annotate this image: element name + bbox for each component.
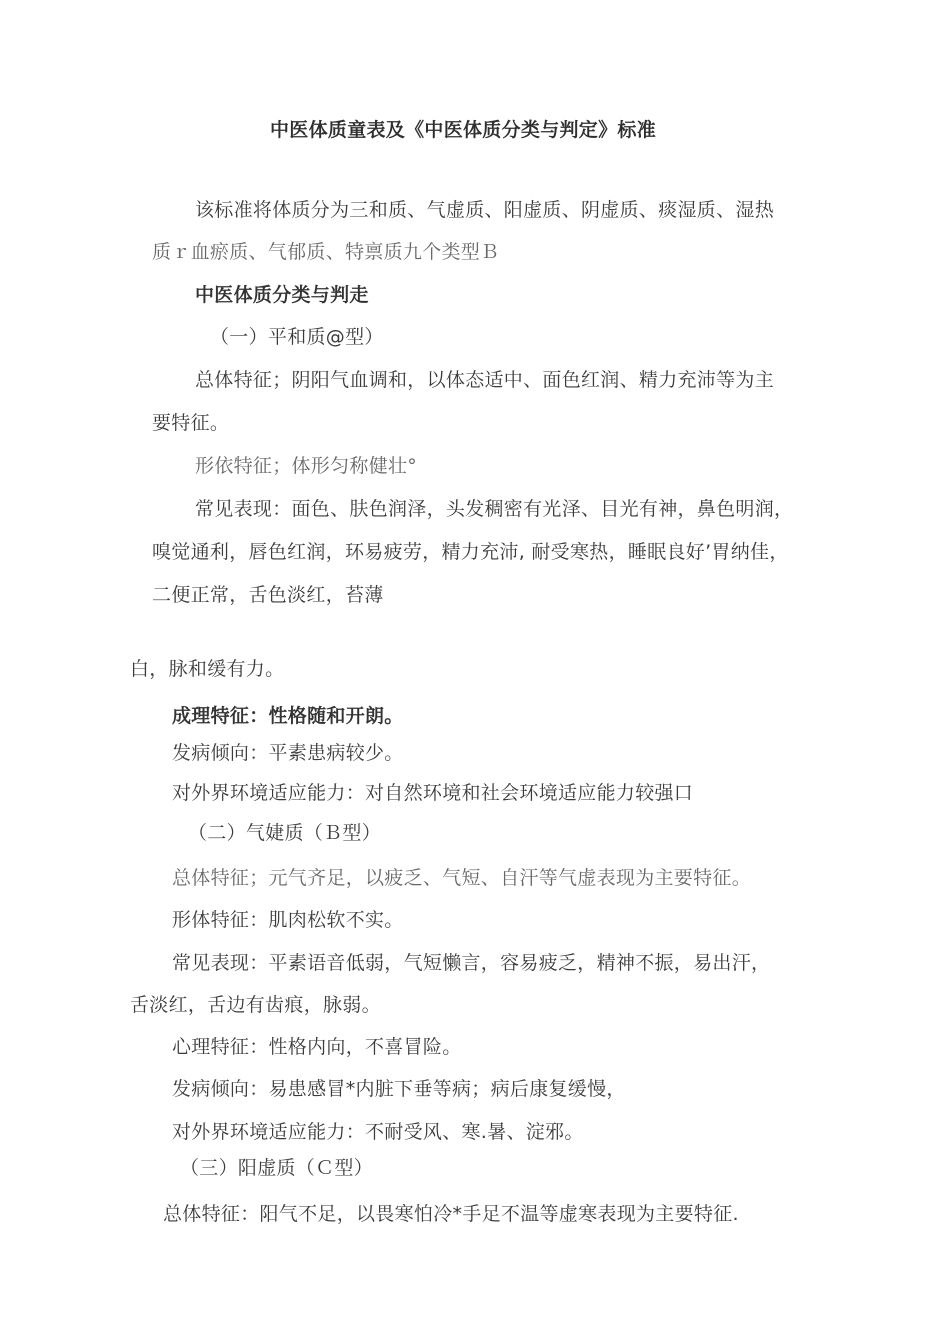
type-b-common-line-2: 舌淡红，舌边有齿痕，脉弱。 [130, 994, 381, 1016]
type-b-disease: 发病倾向：易患感冒*内脏下垂等病；病后康复缓慢， [172, 1078, 626, 1100]
type-c-overall: 总体特征：阳气不足，以畏寒怕冷*手足不温等虚寒表现为主要特征. [163, 1203, 739, 1225]
type-b-overall: 总体特征；元气齐足，以疲乏、气短、自汗等气虚表现为主要特征。 [172, 867, 752, 889]
type-b-adapt: 对外界环境适应能力：不耐受风、寒.暑、淀邪。 [172, 1121, 584, 1143]
type-a-common-line-3: 二便正常，舌色淡红，苔薄 [152, 584, 384, 606]
type-a-overall-line-1: 总体特征；阴阳气血调和，以体态适中、面色红润、精力充沛等为主 [195, 369, 775, 391]
type-a-disease: 发病倾向：平素患病较少。 [172, 742, 404, 764]
type-a-common-line-4: 白，脉和缓有力。 [130, 658, 285, 680]
type-b-common-line-1: 常见表现：平素语音低弱，气短懒言，容易疲乏，精神不振，易出汗， [172, 952, 771, 974]
type-a-shape: 形依特征；体形匀称健壮° [195, 455, 418, 477]
type-a-common-line-1: 常见表现：面色、肤色润泽，头发稠密有光泽、目光有神，鼻色明润， [195, 498, 794, 520]
type-c-heading: （三）阳虚质（Ｃ型） [180, 1157, 374, 1179]
type-a-psych: 成理特征：性格随和开朗。 [172, 705, 404, 727]
type-a-adapt: 对外界环境适应能力：对自然环境和社会环境适应能力较强口 [172, 782, 694, 804]
type-b-heading: （二）气婕质（Ｂ型） [188, 822, 382, 844]
type-b-psych: 心理特征：性格内向，不喜冒险。 [172, 1036, 462, 1058]
type-a-common-line-2: 嗅觉通利，唇色红润，环易疲劳，精力充沛, 耐受寒热，睡眠良好’胃纳佳， [152, 541, 789, 563]
type-b-shape: 形体特征：肌肉松软不实。 [172, 909, 404, 931]
document-title: 中医体质童表及《中医体质分类与判定》标准 [270, 119, 657, 141]
intro-line-1: 该标准将体质分为三和质、气虚质、阳虚质、阴虚质、痰湿质、湿热 [195, 199, 775, 221]
type-a-heading: （一）平和质@型） [210, 326, 384, 348]
type-a-overall-line-2: 要特征。 [152, 412, 230, 434]
section-heading: 中医体质分类与判走 [195, 284, 369, 306]
intro-line-2: 质ｒ血瘀质、气郁质、特禀质九个类型Ｂ [152, 241, 500, 263]
